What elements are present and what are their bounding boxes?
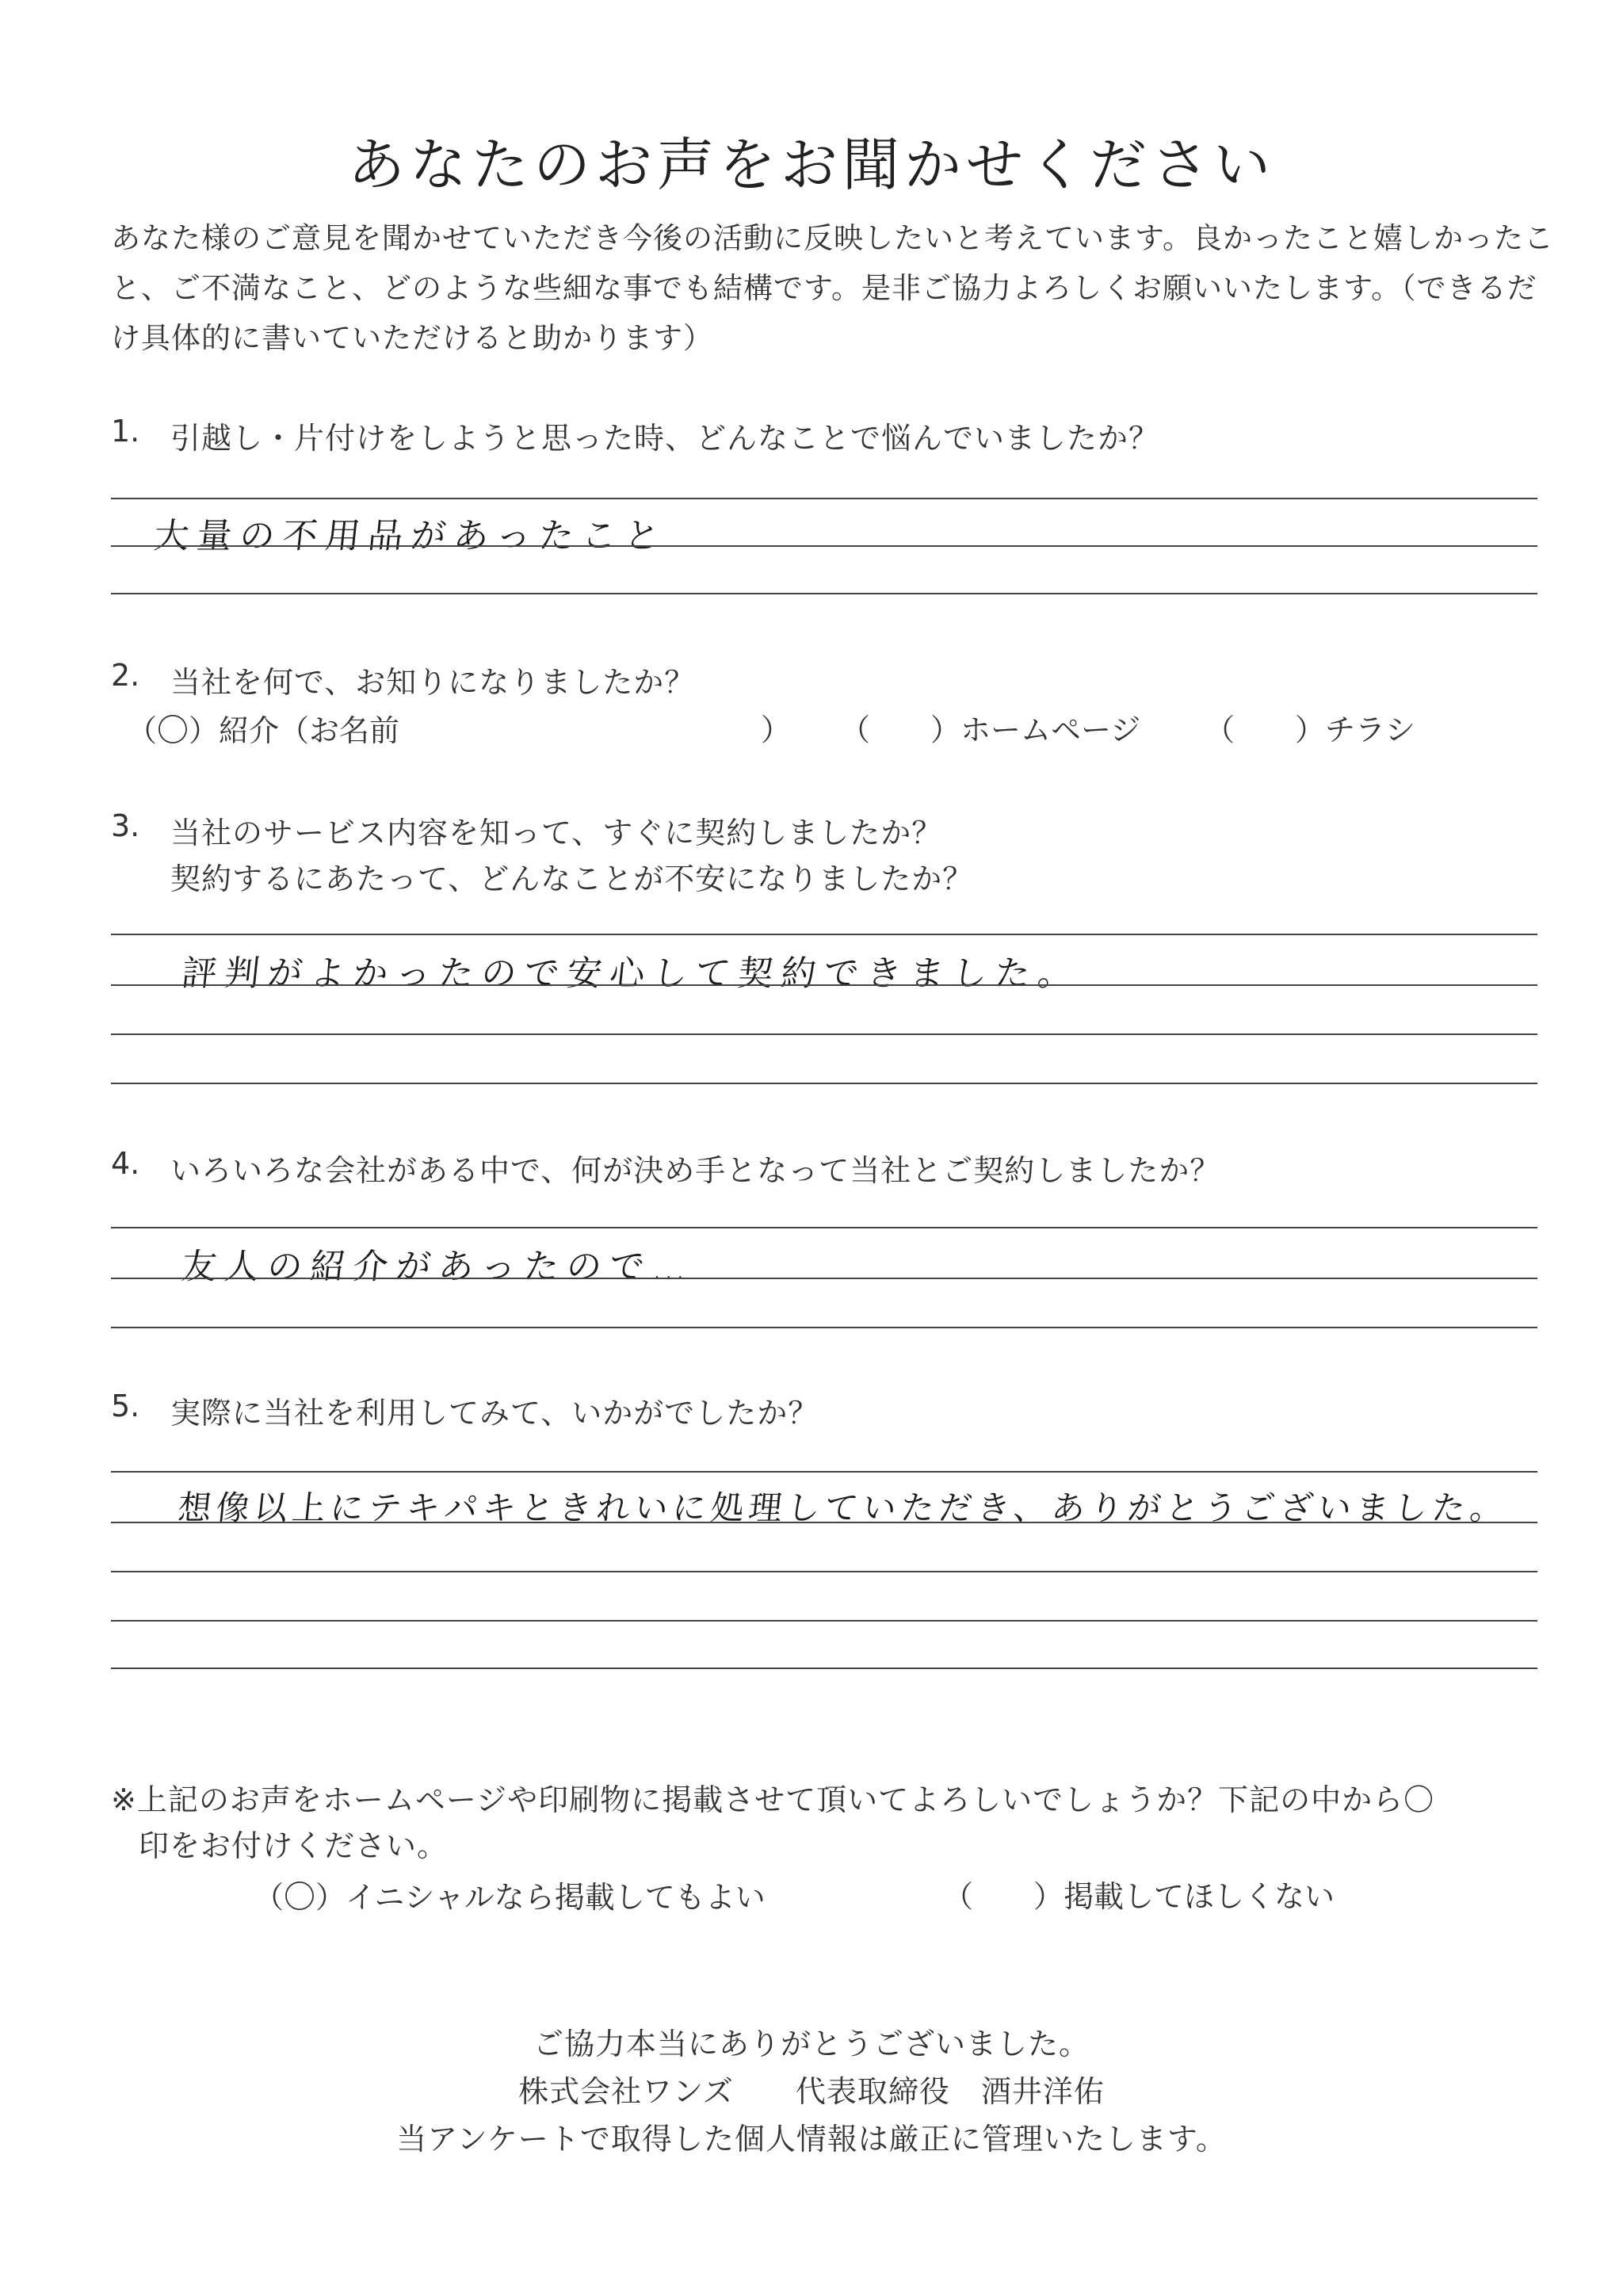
- q1-text: 引越し・片付けをしようと思った時、どんなことで悩んでいましたか？: [170, 421, 1160, 456]
- q3-rule-4: [111, 1083, 1537, 1084]
- q1-rule-3: [111, 593, 1537, 594]
- page-title: あなたのお声をお聞かせください: [347, 132, 1275, 198]
- q2-opt2-paren: （ ）: [840, 712, 961, 747]
- q4-answer[interactable]: 友人の紹介があったので…: [179, 1247, 697, 1287]
- consent-line-2: 印をお付けください。: [139, 1828, 449, 1863]
- consent-option-initials[interactable]: [254, 1872, 766, 1917]
- q2-opt1-close: ）: [761, 712, 792, 747]
- consent-option-decline[interactable]: [943, 1872, 1335, 1916]
- q4-rule-1: [111, 1227, 1537, 1228]
- q1-rule-2: [111, 545, 1537, 547]
- q2-option-homepage[interactable]: [840, 705, 1140, 749]
- q2-opt3-paren: （ ）: [1205, 712, 1326, 747]
- q5-rule-1: [111, 1471, 1537, 1473]
- q2-opt1-label: ）紹介（お名前: [189, 713, 400, 748]
- q2-option-referral[interactable]: [127, 705, 399, 751]
- footer-privacy: 当アンケートで取得した個人情報は厳正に管理いたします。: [396, 2122, 1227, 2157]
- q5-rule-4: [111, 1620, 1537, 1622]
- q3-rule-1: [111, 934, 1537, 935]
- q5-rule-3: [111, 1571, 1537, 1572]
- q2-opt3-label: チラシ: [1325, 712, 1416, 747]
- q3-text-2: 契約するにあたって、どんなことが不安になりましたか？: [170, 861, 974, 896]
- q2-number: 2.: [111, 658, 140, 693]
- consent-opt1-open: （: [254, 1880, 285, 1915]
- q2-opt2-label: ホームページ: [960, 712, 1141, 747]
- intro-line-3: け具体的に書いていただけると助かります）: [111, 321, 713, 355]
- intro-line-2: と、ご不満なこと、どのような些細な事でも結構です。是非ご協力よろしくお願いいたします。（できるだ: [111, 271, 1537, 305]
- consent-opt2-label: 掲載してほしくない: [1064, 1879, 1335, 1914]
- q2-text: 当社を何で、お知りになりましたか？: [170, 665, 696, 700]
- q3-number: 3.: [111, 808, 140, 843]
- q3-rule-2: [111, 984, 1537, 986]
- q3-rule-3: [111, 1033, 1537, 1035]
- q5-rule-2: [111, 1522, 1537, 1523]
- consent-opt1-close: ）: [315, 1880, 346, 1915]
- q5-answer[interactable]: 想像以上にテキパキときれいに処理していただき、ありがとうございました。: [176, 1488, 1510, 1527]
- intro-line-1: あなた様のご意見を聞かせていただき今後の活動に反映したいと考えています。良かったこと嬉しかったこ: [111, 221, 1555, 255]
- consent-opt1-label: イニシャルなら掲載してもよい: [346, 1880, 766, 1915]
- q4-text: いろいろな会社がある中で、何が決め手となって当社とご契約しましたか？: [170, 1153, 1221, 1188]
- q2-opt1-open: （: [127, 713, 158, 748]
- q3-text-1: 当社のサービス内容を知って、すぐに契約しましたか？: [170, 816, 943, 850]
- footer-thanks: ご協力本当にありがとうございました。: [533, 2027, 1090, 2061]
- footer-company: 株式会社ワンズ 代表取締役 酒井洋佑: [518, 2074, 1105, 2109]
- q5-text: 実際に当社を利用してみて、いかがでしたか？: [170, 1396, 819, 1431]
- q3-answer[interactable]: 評判がよかったので安心して契約できました。: [179, 953, 1083, 994]
- q4-rule-2: [111, 1278, 1537, 1279]
- consent-opt2-paren: （ ）: [943, 1879, 1064, 1914]
- q5-number: 5.: [111, 1389, 140, 1423]
- consent-line-1: ※上記のお声をホームページや印刷物に掲載させて頂いてよろしいでしょうか？下記の中から〇: [111, 1782, 1435, 1817]
- q2-option-flyer[interactable]: [1205, 705, 1415, 749]
- q4-rule-3: [111, 1327, 1537, 1328]
- q1-answer[interactable]: 大量の不用品があったこと: [151, 516, 670, 556]
- q4-number: 4.: [111, 1146, 140, 1181]
- circle-mark-icon: 〇: [284, 1879, 316, 1916]
- q5-rule-5: [111, 1668, 1537, 1669]
- q1-rule-1: [111, 498, 1537, 499]
- circle-mark-icon: 〇: [157, 712, 189, 749]
- q1-number: 1.: [111, 414, 140, 449]
